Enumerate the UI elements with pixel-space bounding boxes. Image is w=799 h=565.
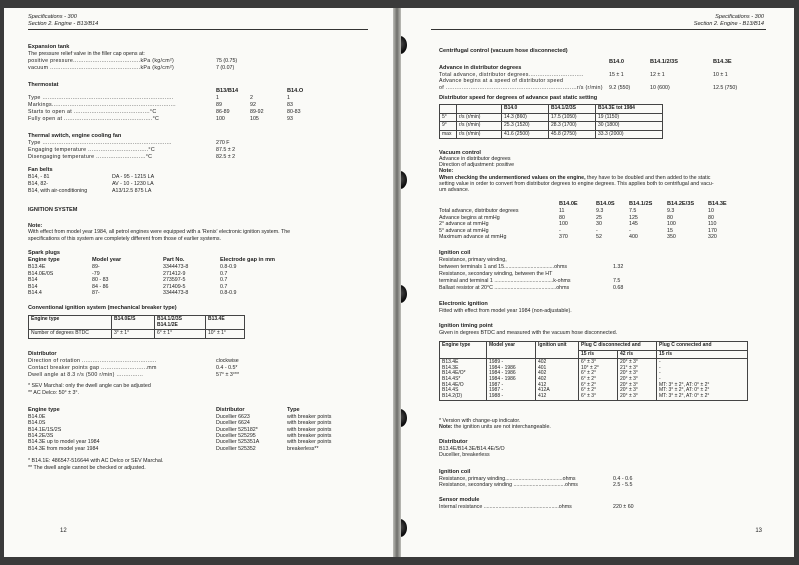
engine-distributor-cell: with breaker points [287,414,332,420]
distributor-speed-cell: 19 (1150) [596,113,663,122]
vacuum-value: - [629,227,631,234]
timing-cell: - [659,370,661,377]
engine-distributor-cell: Ducellier 525295 [216,432,256,439]
distributor-speed-cell: 45.8 (2750) [549,130,596,139]
conventional-table [28,315,245,339]
ignition-coil2-heading: Ignition coil [439,469,471,475]
spark-plugs-cell: B14 [28,277,38,283]
timing-cell: B14.2(D) [442,392,463,399]
engine-distributor-cell: B14.1E/1S/2S [28,426,62,433]
right-header-rule [431,29,766,30]
thermostat-value-a: 100 [216,116,225,122]
coil-line1: Resistance, primary winding, [439,257,507,263]
vacuum-value: 370 [559,234,568,240]
vacuum-value: - [559,227,561,234]
sensor-value1: 220 ± 60 [613,504,634,510]
thermal-switch-row-value: 82.5 ± 2 [216,154,236,160]
engine-distributor-cell: B14.3E from model year 1984 [28,445,99,452]
timing-cell: 412A [538,387,550,394]
spark-plugs-cell: 273597-5 [163,277,186,283]
distributor-speed-cell: 5° [440,113,457,122]
centrifugal-col: B14.0 [609,59,624,65]
conv-row-label: Number of degrees BTDC [29,330,112,339]
vacuum-value: 320 [708,234,717,240]
timing-column-engines [440,359,487,401]
distributor-speed-cell: 17.5 (1050) [549,113,596,122]
vacuum-value: 15 [667,227,673,234]
distributor-speed-col-header: B14.0 [502,105,549,114]
vacuum-note-label: Note: [439,168,454,174]
timing-column-units [536,359,579,401]
distributor-speed-cell: 28.3 (1700) [549,122,596,131]
binder-hole [401,285,407,303]
distributor-speed-cell: 41.6 (2500) [502,130,549,139]
centrifugal-col: B14.1/2/3S [650,59,678,65]
engine-distributor-col-header: Distributor [216,407,245,413]
vacuum-row-label: 5° advance at mmHg [439,227,489,234]
vacuum-value: 100 [559,221,568,227]
electronic-line1: Fitted with effect from model year 1984 (non-adjustable). [439,308,572,314]
distributor-speed-cell: r/s (r/min) [457,113,502,122]
timing-cell: 6° ± 2° [581,381,597,388]
thermostat-row-label: Starts to open at ...........................................°C [28,109,157,115]
ignition-note-line1: With effect from model year 1984, all petrol engines were equipped with a 'Renix' electronic ignition system. The [28,229,291,235]
thermostat-value-a: 1 [216,95,219,101]
timing-h-year: Model year [487,342,536,359]
timing-cell: MT: 3° ± 2°, AT: 0° ± 2° [659,392,710,399]
timing-cell: 1988 - [489,392,504,399]
distributor-speed-table [439,104,663,139]
fan-belt-row-value: DA - 95 - 1215 LA [112,174,155,180]
thermostat-value-b: 105 [250,116,259,122]
centrifugal-heading: Centrifugal control (vacuum hose disconnected) [439,48,568,54]
engine-distributor-col-header: Engine type [28,407,60,413]
distributor-row-value: 57° ± 3°** [216,372,240,378]
thermal-switch-row-value: 270 F [216,140,230,146]
ignition-note-label: Note: [28,223,43,229]
engine-distributor-footnote-1: * B14.1E: 486547-516644 with AC Delco or SEV Marchal. [28,458,164,464]
engine-distributor-col-header: Type [287,407,300,413]
thermostat-col-b14o: B14.O [287,88,304,94]
timing-cell: 1984 - 1986 [489,375,516,382]
coil-value4: 7.5 [613,278,621,284]
timing-column-years [487,359,536,401]
centrifugal-col: B14.3E [713,59,732,65]
timing-cell: - [659,359,661,366]
distributor-speed-col-header: B14.1/2/3S [549,105,596,114]
electronic-heading: Electronic ignition [439,301,488,307]
vacuum-value: 10 [708,208,714,214]
vacuum-value: 11 [559,208,565,214]
timing-cell: 412 [538,381,547,388]
timing-footnote-2-text: the ignition units are not interchangeable. [452,424,551,430]
distributor-heading: Distributor [28,351,57,357]
timing-cell: B14.4E/O [442,381,464,388]
thermostat-heading: Thermostat [28,82,59,88]
spark-plugs-cell: 271409-5 [163,283,186,290]
spark-plugs-cell: B14.4 [28,290,42,296]
spark-plugs-cell: 0.7 [220,283,228,290]
centrifugal-value: 12.5 (750) [713,84,738,91]
timing-column-p15 [579,359,618,401]
distributor-row-value: clockwise [216,358,239,364]
timing-cell: B14.3E [442,364,459,371]
timing-cell: 6° ± 2° [581,370,597,377]
distributor-speed-cell: r/s (r/min) [457,130,502,139]
distributor-row-label: Direction of rotation .......................................... [28,358,157,364]
binder-hole [401,519,407,537]
centrifugal-value: 10 (600) [650,84,670,91]
vacuum-value: 80 [708,214,714,221]
engine-distributor-cell: with breaker points [287,420,332,427]
vacuum-value: 100 [667,221,676,227]
vacuum-value: 145 [629,221,638,227]
timing-cell: 412 [538,392,547,399]
right-page-number: 13 [755,528,762,534]
thermal-switch-row-label: Engaging temperature ..................................°C [28,147,155,153]
timing-cell: MT: 3° ± 2°, AT: 0° ± 2° [659,381,710,388]
timing-body-row [440,359,748,401]
coil-value5: 0.68 [613,285,624,291]
timing-cell: 20° ± 3° [620,370,638,377]
spark-plugs-col-header: Part No. [163,257,185,263]
engine-distributor-cell: B14.3E up to model year 1984 [28,439,100,446]
engine-distributor-cell: Ducellier 525352 [216,445,256,452]
vacuum-note-line2: setting value in order to convert from distributor degrees to engine degrees. This applies both to centrifugal and vacu- [439,181,714,187]
conventional-heading: Conventional ignition system (mechanical breaker type) [28,305,177,311]
spark-plugs-cell: 0.8-0.9 [220,264,237,270]
fan-belt-row-value: A13/12.5 875 LA [112,188,152,194]
spark-plugs-cell: 89- [92,264,100,270]
distributor-speed-blank [440,105,457,114]
expansion-row-label: vacuum ...................................................kPa (kg/cm²) [28,65,175,71]
timing-h-plugc-disc: Plug C disconnected and [579,342,657,351]
spark-plugs-cell: 3344473-8 [163,264,189,270]
coil-line4: terminal and terminal 1 ........................................k-ohms [439,278,571,284]
timing-heading: Ignition timing point [439,323,493,329]
vacuum-col-header: B14.3E [708,201,727,207]
timing-footnote-2 [439,424,551,430]
vacuum-note-line3: um advance. [439,187,470,193]
vacuum-row-label: Total advance, distributor degrees [439,208,519,214]
timing-footnote-1: * Version with change-up indicator. [439,418,521,424]
timing-h-unit: Ignition unit [536,342,579,359]
thermal-switch-row-value: 87.5 ± 2 [216,147,236,153]
fan-belt-row-label: B14, - 81 [28,174,50,180]
spark-plugs-cell: -79 [92,270,100,277]
timing-cell: B14.4S [442,387,459,394]
timing-h-plugc-conn: Plug C connected and [657,342,748,351]
conv-col-b134e: B13.4E [206,316,245,330]
expansion-row-label: positive pressure......................................kPa (kg/cm²) [28,58,175,64]
timing-cell: 10° ± 2° [581,364,599,371]
distributor-speed-heading: Distributor speed for degrees of advance past static setting [439,95,598,101]
distributor2-line1: B13.4E/B14.3E/B14.4E/S/O [439,446,505,452]
vacuum-value: 125 [629,214,638,221]
thermal-switch-row-label: Type ......................................................................... [28,140,172,146]
left-header-rule [28,29,368,30]
conv-col-b140es: B14.0E/S [112,316,155,330]
engine-distributor-cell: Ducellier 6623 [216,414,250,420]
distributor-row-value: 0.4 - 0.5* [216,365,238,371]
distributor-speed-cell: 30 (1800) [596,122,663,131]
timing-h-15b: 15 r/s [657,350,748,359]
distributor2-line2: Ducellier, breakerless [439,452,490,458]
timing-cell: 1989 - [489,359,504,366]
distributor-row-label: Dwell angle at 8.3 r/s (500 r/min) ............... [28,372,144,378]
engine-distributor-cell: B14.0S [28,420,46,427]
left-page-number: 12 [60,528,67,534]
timing-cell: B14.4S* [442,375,461,382]
conv-col-b14123s [155,316,206,330]
thermostat-value-c: 93 [287,116,293,122]
left-header-section: Section 2. Engine - B13/B14 [28,21,99,27]
timing-cell: 20° ± 3° [620,381,638,388]
spark-plugs-cell: B14 [28,283,38,290]
timing-line1: Given in degrees BTDC and measured with the vacuum hose disconnected. [439,330,618,336]
timing-column-pc [657,359,748,401]
right-page [401,8,794,557]
engine-distributor-cell: with breaker points [287,432,332,439]
timing-column-p42 [618,359,657,401]
coil2-value1: 0.4 - 0.6 [613,476,633,482]
coil-line2: between terminals 1 and 15..................................ohms [439,264,568,270]
vacuum-col-header: B14.1/2S [629,201,653,207]
expansion-row-value: 7 (0.07) [216,65,235,71]
thermostat-value-a: 89 [216,102,222,108]
binder-hole [401,409,407,427]
timing-cell: 402 [538,375,547,382]
vacuum-value: 80 [559,214,565,221]
expansion-tank-heading: Expansion tank [28,44,70,50]
timing-footnote-2-bold: Note: [439,424,453,430]
thermostat-row-label: Markings...................................................................... [28,102,176,108]
timing-h-engine: Engine type [440,342,487,359]
vacuum-note-bold: When checking the undermentioned values on the engine, [439,175,586,181]
distributor-speed-cell: max [440,130,457,139]
spark-plugs-cell: B13.4E [28,264,46,270]
centrifugal-row-label: Advance in distributor degrees [439,65,522,71]
fan-belt-row-value: AV - 10 - 1230 LA [112,181,154,187]
distributor-row-label: Contact breaker points gap ..........................mm [28,365,157,371]
coil2-line1: Resistance, primary winding.......................................ohms [439,476,576,482]
distributor-speed-cell: 33.3 (2000) [596,130,663,139]
thermal-switch-heading: Thermal switch, engine cooling fan [28,133,122,139]
right-header-section: Section 2. Engine - B13/B14 [693,21,764,27]
left-header-title: Specifications - 300 [28,14,77,20]
binder-hole [401,171,407,189]
coil2-line2: Resistance, secondary winding ...................................ohms [439,482,578,488]
distributor-speed-blank [457,105,502,114]
spark-plugs-cell: 0.7 [220,277,228,283]
vacuum-value: - [596,227,598,234]
spark-plugs-cell: 80 - 83 [92,277,109,283]
centrifugal-value: 9.2 (550) [609,84,631,91]
engine-distributor-cell: with breaker points [287,426,332,433]
ignition-note-line2: specifications of this system are completely different from those of earlier systems. [28,236,222,242]
centrifugal-value: 15 ± 1 [609,71,624,78]
centrifugal-value: 12 ± 1 [650,71,665,78]
fan-belts-heading: Fan belts [28,167,53,173]
spark-plugs-cell: 271412-9 [163,270,186,277]
coil-line5: Ballast resistor at 20°C ..........................................ohms [439,285,570,291]
vacuum-value: 25 [596,214,602,221]
distributor-footnote-1: * SEV Marchal: only the dwell angle can be adjusted [28,383,151,389]
fan-belt-row-label: B14, with air-conditioning [28,188,88,194]
vacuum-value: 9.3 [596,208,604,214]
spark-plugs-cell: B14.0E/0S [28,270,54,277]
timing-cell: 1987 - [489,381,504,388]
thermostat-value-c: 83 [287,102,293,108]
binder-hole [401,36,407,54]
timing-h-15: 15 r/s [579,350,618,359]
right-header-title: Specifications - 300 [715,14,764,20]
distributor-speed-header-row [440,105,663,114]
engine-distributor-cell: B14.2E/3S [28,432,54,439]
timing-cell: 20° ± 3° [620,359,638,366]
timing-cell: B14.4E/O* [442,370,466,377]
spark-plugs-col-header: Model year [92,257,122,263]
thermostat-value-b: 89-92 [250,109,264,115]
distributor-speed-col-header: B14.3E tot 1984 [596,105,663,114]
timing-cell: B13.4E [442,359,459,366]
spark-plugs-cell: 3344473-8 [163,290,189,296]
engine-distributor-cell: Ducellier 6624 [216,420,250,427]
vacuum-value: 110 [708,221,717,227]
coil-line3: Resistance, secondary winding, between the HT [439,271,553,277]
thermostat-row-label: Fully open at ..................................................°C [28,116,160,122]
distributor-speed-cell: 14.3 (860) [502,113,549,122]
vacuum-col-header: B14.2E/3S [667,201,695,207]
vacuum-col-header: B14.0E [559,201,578,207]
spark-plugs-heading: Spark plugs [28,250,61,256]
timing-h-42: 42 r/s [618,350,657,359]
timing-cell: - [659,375,661,382]
vacuum-note-rest: they have to be doubled and then added to the static [585,175,711,181]
vacuum-value: 350 [667,234,676,240]
distributor2-heading: Distributor [439,439,468,445]
centrifugal-value: 10 ± 1 [713,71,728,78]
engine-distributor-cell: B14.0E [28,414,46,420]
timing-cell: 6° ± 2° [581,387,597,394]
timing-cell: 6° ± 2° [581,375,597,382]
centrifugal-row-label: Total advance, distributor degrees............................... [439,71,584,78]
vacuum-value: 7.5 [629,208,637,214]
vacuum-col-header: B14.0S [596,201,615,207]
spark-plugs-cell: 0.8-0.9 [220,290,237,296]
left-page [4,8,393,557]
timing-cell: 6° ± 3° [581,359,597,366]
spark-plugs-cell: 87- [92,290,100,296]
distributor-speed-row [440,113,663,122]
spark-plugs-cell: 0.7 [220,270,228,277]
conv-col-b14123s-a: B14.1/2/3S [157,316,183,322]
distributor-speed-row [440,122,663,131]
thermostat-value-c: 80-83 [287,109,301,115]
binding-gutter [393,8,401,557]
vacuum-value: 9.3 [667,208,675,214]
timing-cell: 20° ± 3° [620,392,638,399]
ignition-system-heading: IGNITION SYSTEM [28,207,78,213]
distributor-speed-cell: 25.3 (1520) [502,122,549,131]
thermostat-value-a: 86-89 [216,109,230,115]
timing-cell: - [659,364,661,371]
engine-distributor-cell: with breaker points [287,439,332,446]
conv-col-b14123s-b: B14.1/2E [157,321,178,328]
thermostat-value-b: 92 [250,102,256,108]
timing-cell: MT: 3° ± 2°, AT: 0° ± 2° [659,387,710,394]
thermostat-col-b13b14: B13/B14 [216,88,239,94]
vacuum-row-label: 2° advance at mmHg [439,221,489,227]
distributor-speed-cell: 9° [440,122,457,131]
engine-distributor-footnote-2: ** The dwell angle cannot be checked or adjusted. [28,465,146,471]
vacuum-value: 30 [596,221,602,227]
timing-cell: 6° ± 3° [581,392,597,399]
thermostat-row-label: Type .......................................................................... [28,95,174,101]
engine-distributor-cell: Ducellier 525351A [216,439,260,446]
conv-v3: 10° ± 1° [206,330,245,339]
vacuum-line2: Direction of adjustment: positive [439,162,515,168]
engine-distributor-cell: breakerless** [287,445,319,452]
vacuum-value: 400 [629,234,638,240]
expansion-tank-intro: The pressure relief valve in the filler cap opens at: [28,51,145,57]
vacuum-row-label: Maximum advance at mmHg [439,234,507,240]
distributor-speed-row [440,130,663,139]
thermal-switch-row-label: Disengaging temperature ............................°C [28,154,153,160]
centrifugal-row-label: of ..........................................................................r/s (r/min) [439,84,603,91]
vacuum-line1: Advance in distributor degrees [439,156,511,162]
vacuum-value: 170 [708,227,717,234]
timing-cell: 402 [538,359,547,366]
timing-cell: 1984 - 1986 [489,364,516,371]
timing-cell: 402 [538,370,547,377]
timing-table [439,341,748,401]
expansion-row-value: 75 (0.75) [216,58,238,64]
spark-plugs-col-header: Engine type [28,257,60,263]
timing-cell: 1987 - [489,387,504,394]
conv-v2: 6° ± 1° [155,330,206,339]
coil2-value2: 2.5 - 5.5 [613,482,633,488]
ignition-coil-heading: Ignition coil [439,250,471,256]
spark-plugs-cell: 84 - 86 [92,283,109,290]
centrifugal-row-label: Advance begins at a speed of distributor speed [439,78,564,84]
timing-cell: 20° ± 3° [620,375,638,382]
sensor-line1: Internal resistance ...................................................ohms [439,504,572,510]
vacuum-value: 52 [596,234,602,240]
engine-distributor-cell: Ducellier 525182* [216,426,258,433]
conv-v1: 3° ± 1° [112,330,155,339]
vacuum-value: 80 [667,214,673,221]
vacuum-row-label: Advance begins at mmHg [439,214,500,221]
conv-col-engine: Engine type [29,316,112,330]
fan-belt-row-label: B14, 82- [28,181,49,187]
timing-cell: 401 [538,364,547,371]
distributor-speed-cell: r/s (r/min) [457,122,502,131]
thermostat-value-c: 1 [287,95,290,101]
thermostat-value-b: 2 [250,95,253,101]
sensor-heading: Sensor module [439,497,480,503]
coil-value2: 1.32 [613,264,624,270]
timing-cell: 20° ± 3° [620,387,638,394]
timing-cell: 1984 - 1986 [489,370,516,377]
vacuum-heading: Vacuum control [439,150,481,156]
spark-plugs-col-header: Electrode gap in mm [220,257,276,263]
timing-cell: 21° ± 3° [620,364,638,371]
distributor-footnote-2: ** AC Delco: 50° ± 3°. [28,390,80,396]
